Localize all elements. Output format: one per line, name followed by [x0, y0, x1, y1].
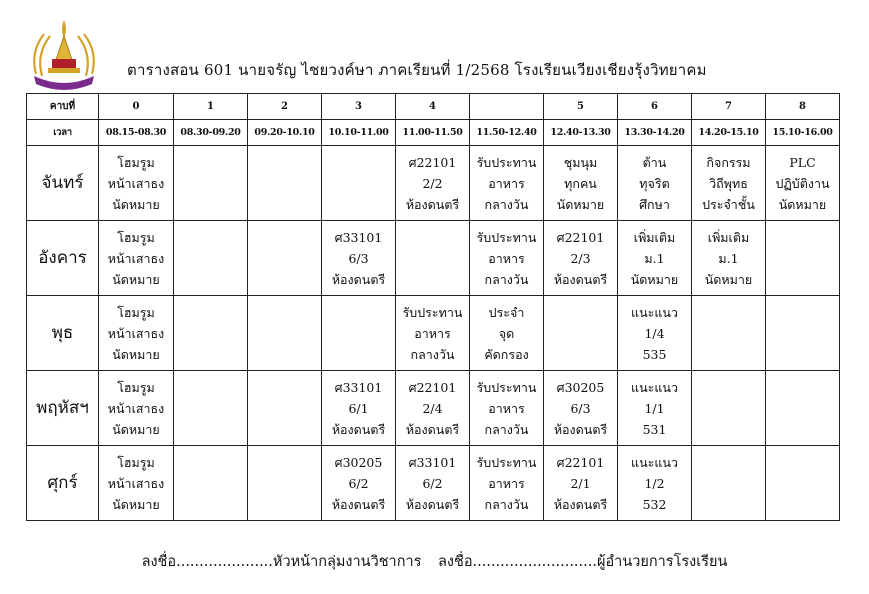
cell-line: หน้าเสาธง [107, 475, 165, 491]
schedule-cell [766, 371, 840, 446]
cell-line: นัดหมาย [112, 271, 160, 287]
cell-line: คัดกรอง [484, 346, 529, 362]
schedule-cell [396, 296, 470, 371]
period-number [470, 94, 544, 120]
cell-line: 2/1 [570, 475, 591, 491]
cell-line: ห้องดนตรี [405, 496, 460, 512]
schedule-cell [99, 221, 174, 296]
schedule-cell [618, 296, 692, 371]
cell-line: นัดหมาย [704, 271, 753, 287]
cell-line: อาหาร [414, 325, 451, 341]
schedule-cell [470, 296, 544, 371]
schedule-cell [174, 296, 248, 371]
schedule-cell [99, 446, 174, 521]
cell-line: ศ22101 [408, 154, 457, 170]
cell-line: PLC [789, 154, 816, 170]
cell-line: ม.1 [718, 250, 739, 266]
cell-line: 2/3 [570, 250, 591, 266]
schedule-cell [99, 371, 174, 446]
schedule-cell [322, 446, 396, 521]
day-name: อังคาร [27, 221, 99, 296]
logo-stupa [56, 36, 72, 60]
cell-line: รับประทาน [476, 454, 537, 470]
cell-line: 6/1 [348, 400, 369, 416]
period-number: 7 [692, 94, 766, 120]
cell-line: ศ22101 [408, 379, 457, 395]
cell-line: แนะแนว [631, 304, 678, 320]
day-row [27, 446, 840, 521]
cell-line: กลางวัน [484, 496, 529, 512]
day-name: พุธ [27, 296, 99, 371]
schedule-cell [470, 146, 544, 221]
period-number: 0 [99, 94, 174, 120]
cell-line: แนะแนว [631, 454, 678, 470]
schedule-cell [544, 296, 618, 371]
schedule-cell [692, 146, 766, 221]
cell-line: กลางวัน [484, 271, 529, 287]
cell-line: 1/4 [644, 325, 665, 341]
schedule-cell [618, 221, 692, 296]
cell-line: โฮมรูม [117, 229, 155, 245]
cell-line: เพิ่มเติม [633, 229, 676, 245]
schedule-cell [692, 296, 766, 371]
period-number: 8 [766, 94, 840, 120]
cell-line: นัดหมาย [112, 346, 160, 362]
schedule-cell [766, 296, 840, 371]
schedule-cell [618, 446, 692, 521]
time-row [27, 120, 840, 146]
time-slot: 15.10-16.00 [766, 120, 840, 146]
signature-director: ลงชื่อ...........................ผู้อำนวยการโรงเรียน [438, 554, 728, 570]
cell-line: ประจำชั้น [702, 196, 755, 212]
cell-line: ห้องดนตรี [331, 421, 386, 437]
cell-line: นัดหมาย [556, 196, 605, 212]
time-slot: 11.50-12.40 [470, 120, 544, 146]
school-logo [26, 16, 102, 90]
cell-line: นัดหมาย [630, 271, 679, 287]
cell-line: ศ33101 [334, 229, 383, 245]
cell-line: ต้าน [642, 154, 667, 170]
cell-line: อาหาร [488, 475, 525, 491]
day-name: จันทร์ [27, 146, 99, 221]
cell-line: อาหาร [488, 400, 525, 416]
schedule-cell [248, 296, 322, 371]
schedule-table [26, 93, 840, 521]
cell-line: เพิ่มเติม [707, 229, 750, 245]
cell-line: ศ30205 [334, 454, 383, 470]
cell-line: ศ22101 [556, 229, 605, 245]
schedule-cell [470, 221, 544, 296]
cell-line: ทุกคน [564, 175, 597, 191]
schedule-cell [396, 221, 470, 296]
cell-line: นัดหมาย [112, 421, 160, 437]
schedule-cell [618, 146, 692, 221]
cell-line: กลางวัน [410, 346, 455, 362]
cell-line: ศ30205 [556, 379, 605, 395]
cell-line: แนะแนว [631, 379, 678, 395]
schedule-cell [322, 221, 396, 296]
schedule-cell [544, 446, 618, 521]
cell-line: รับประทาน [476, 229, 537, 245]
schedule-cell [174, 371, 248, 446]
cell-line: นัดหมาย [778, 196, 827, 212]
cell-line: ม.1 [644, 250, 665, 266]
cell-line: กลางวัน [484, 421, 529, 437]
day-row [27, 371, 840, 446]
cell-line: หน้าเสาธง [107, 250, 165, 266]
schedule-cell [248, 221, 322, 296]
schedule-cell [396, 446, 470, 521]
logo-ribbon [34, 76, 94, 90]
cell-line: 1/2 [644, 475, 665, 491]
schedule-cell [618, 371, 692, 446]
schedule-cell [322, 296, 396, 371]
cell-line: ห้องดนตรี [553, 421, 608, 437]
schedule-cell [470, 371, 544, 446]
cell-line: ห้องดนตรี [331, 496, 386, 512]
schedule-cell [544, 371, 618, 446]
day-name: ศุกร์ [27, 446, 99, 521]
schedule-cell [692, 446, 766, 521]
time-slot: 12.40-13.30 [544, 120, 618, 146]
cell-line: อาหาร [488, 250, 525, 266]
cell-line: อาหาร [488, 175, 525, 191]
cell-line: กลางวัน [484, 196, 529, 212]
cell-line: ชุมนุม [563, 154, 598, 170]
cell-line: ศ33101 [408, 454, 457, 470]
time-slot: 14.20-15.10 [692, 120, 766, 146]
cell-line: วิถีพุทธ [709, 175, 748, 191]
cell-line: ศึกษา [639, 196, 670, 212]
cell-line: ประจำ [488, 304, 525, 320]
day-row [27, 146, 840, 221]
schedule-cell [174, 446, 248, 521]
schedule-cell [766, 221, 840, 296]
cell-line: ศ22101 [556, 454, 605, 470]
cell-line: จุด [498, 325, 515, 341]
schedule-cell [396, 146, 470, 221]
day-row [27, 221, 840, 296]
period-number: 3 [322, 94, 396, 120]
time-label: เวลา [27, 120, 99, 146]
cell-line: รับประทาน [476, 379, 537, 395]
schedule-cell [396, 371, 470, 446]
cell-line: โฮมรูม [117, 154, 155, 170]
schedule-cell [322, 146, 396, 221]
schedule-cell [766, 446, 840, 521]
time-slot: 13.30-14.20 [618, 120, 692, 146]
cell-line: ศ33101 [334, 379, 383, 395]
cell-line: 6/2 [348, 475, 369, 491]
schedule-cell [766, 146, 840, 221]
cell-line: ห้องดนตรี [331, 271, 386, 287]
cell-line: หน้าเสาธง [107, 175, 165, 191]
cell-line: ห้องดนตรี [553, 496, 608, 512]
period-number: 6 [618, 94, 692, 120]
cell-line: โฮมรูม [117, 379, 155, 395]
cell-line: 2/2 [422, 175, 443, 191]
schedule-cell [174, 221, 248, 296]
cell-line: 531 [642, 421, 667, 437]
cell-line: 6/3 [348, 250, 369, 266]
cell-line: รับประทาน [476, 154, 537, 170]
schedule-cell [544, 221, 618, 296]
cell-line: 1/1 [644, 400, 665, 416]
time-slot: 11.00-11.50 [396, 120, 470, 146]
signature-line [0, 550, 869, 573]
day-name: พฤหัสฯ [27, 371, 99, 446]
schedule-cell [322, 371, 396, 446]
cell-line: 532 [642, 496, 667, 512]
time-slot: 10.10-11.00 [322, 120, 396, 146]
logo-base [52, 59, 76, 69]
period-header-row [27, 94, 840, 120]
period-number: 1 [174, 94, 248, 120]
cell-line: ทุจริต [639, 175, 670, 191]
cell-line: หน้าเสาธง [107, 325, 165, 341]
cell-line: ห้องดนตรี [553, 271, 608, 287]
schedule-cell [99, 296, 174, 371]
time-slot: 08.15-08.30 [99, 120, 174, 146]
cell-line: ห้องดนตรี [405, 421, 460, 437]
cell-line: กิจกรรม [706, 154, 751, 170]
cell-line: โฮมรูม [117, 454, 155, 470]
schedule-cell [174, 146, 248, 221]
day-row [27, 296, 840, 371]
schedule-cell [99, 146, 174, 221]
schedule-cell [470, 446, 544, 521]
cell-line: นัดหมาย [112, 196, 160, 212]
signature-academic: ลงชื่อ.....................หัวหน้ากลุ่มงานวิชาการ [141, 554, 422, 570]
cell-line: นัดหมาย [112, 496, 160, 512]
cell-line: ปฏิบัติงาน [775, 175, 830, 191]
cell-line: รับประทาน [402, 304, 463, 320]
schedule-cell [692, 221, 766, 296]
period-number: 4 [396, 94, 470, 120]
schedule-cell [248, 446, 322, 521]
page-title: ตารางสอน 601 นายจรัญ ไชยวงค์ษา ภาคเรียนที่ 1/2568 โรงเรียนเวียงเชียงรุ้งวิทยาคม [127, 61, 707, 79]
cell-line: โฮมรูม [117, 304, 155, 320]
cell-line: 6/3 [570, 400, 591, 416]
cell-line: 535 [642, 346, 667, 362]
schedule-cell [544, 146, 618, 221]
time-slot: 09.20-10.10 [248, 120, 322, 146]
period-number: 2 [248, 94, 322, 120]
time-slot: 08.30-09.20 [174, 120, 248, 146]
period-label: คาบที่ [27, 94, 99, 120]
period-number: 5 [544, 94, 618, 120]
cell-line: 2/4 [422, 400, 443, 416]
schedule-cell [248, 371, 322, 446]
schedule-cell [692, 371, 766, 446]
schedule-cell [248, 146, 322, 221]
cell-line: 6/2 [422, 475, 443, 491]
cell-line: ห้องดนตรี [405, 196, 460, 212]
cell-line: หน้าเสาธง [107, 400, 165, 416]
